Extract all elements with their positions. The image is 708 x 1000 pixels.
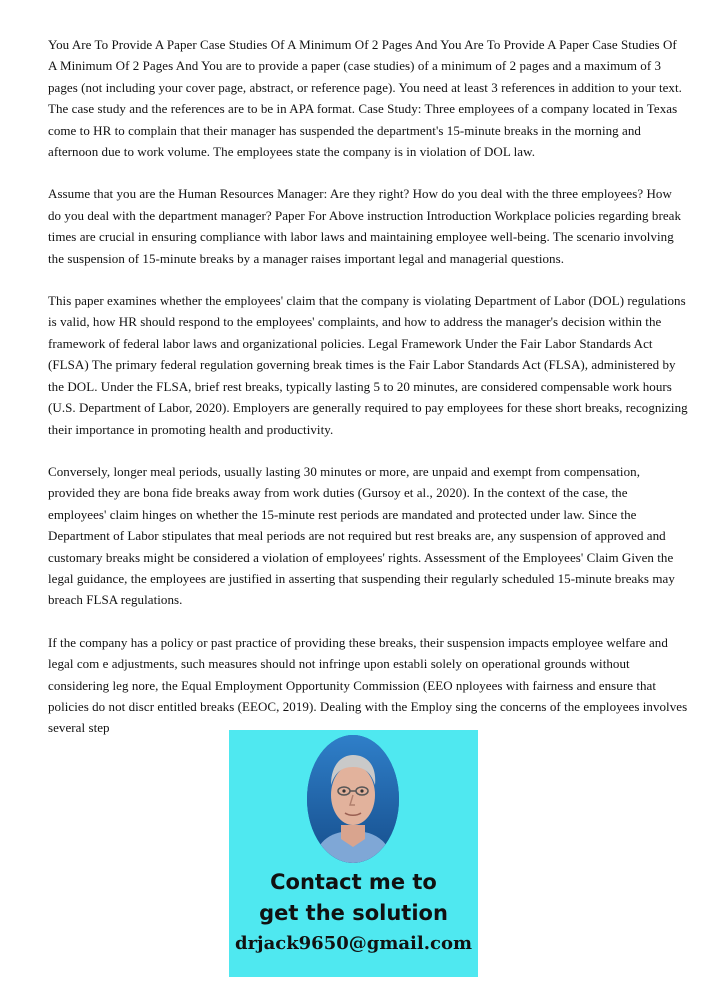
paragraph-3: This paper examines whether the employees' claim that the company is violating Department of Labor (DOL) regulations is valid, how HR should respond to the employees' complaints, and how to address the manager's decision within the framework of federal labor laws and organizational policies. Legal Framework Under the Fair Labor Standards Act (FLSA) The primary federal regulation governing break times is the Fair Labor Standards Act (FLSA), administered by the DOL. Under the FLSA, brief rest breaks, typically lasting 5 to 20 minutes, are considered compensable work hours (U.S. Department of Labor, 2020). Employers are generally required to pay employees for these short breaks, recognizing their importance in promoting health and productivity. <box>48 293 688 437</box>
contact-promo-banner[interactable] <box>229 730 478 977</box>
document-body <box>48 34 688 760</box>
contact-email-link[interactable]: drjack9650@gmail.com <box>234 933 473 954</box>
paragraph-2: Assume that you are the Human Resources Manager: Are they right? How do you deal with the three employees? How do you deal with the department manager? Paper For Above instruction Introduction Workplace policies regarding break times are crucial in ensuring compliance with labor laws and maintaining employee well-being. The scenario involving the suspension of 15-minute breaks by a manager raises important legal and managerial questions. <box>48 186 682 266</box>
promo-title: Contact me to get the solution <box>259 870 448 925</box>
paragraph-4: Conversely, longer meal periods, usually lasting 30 minutes or more, are unpaid and exempt from compensation, provided they are bona fide breaks away from work duties (Gursoy et al., 2020). In the context of the case, the employees' claim hinges on whether the 15-minute rest periods are mandated and protected under law. Since the Department of Labor stipulates that meal periods are not required but rest breaks are, any suspension of approved and customary breaks might be considered a violation of employees' rights. Assessment of the Employees' Claim Given the legal guidance, the employees are justified in asserting that suspending their regularly scheduled 15-minute breaks may breach FLSA regulations. <box>48 463 675 608</box>
paragraph-5: If the company has a policy or past practice of providing these breaks, their suspension impacts employee welfare and legal com e adjustments, such measures should not infringe upon establi solely on operational grounds without considering leg nore, the Equal Employment Opportunity Commission (EEO nployees with fairness and ensure that policies do not discr entitled breaks (EEOC, 2019). Dealing with the Employ sing the concerns of the employees involves several step <box>48 634 688 736</box>
paragraph-1: You Are To Provide A Paper Case Studies Of A Minimum Of 2 Pages And You Are To Provide A Paper Case Studies Of A Minimum Of 2 Pages And You are to provide a paper (case studies) of a minimum of 2 pages and a maximum of 3 pages (not including your cover page, abstract, or reference page). You need at least 3 references in addition to your text. The case study and the references are to be in APA format. Case Study: Three employees of a company located in Texas come to HR to complain that their manager has suspended the department's 15-minute breaks in the morning and afternoon due to work volume. The employees state the company is in violation of DOL law. <box>48 37 682 160</box>
person-portrait-icon <box>307 735 399 863</box>
